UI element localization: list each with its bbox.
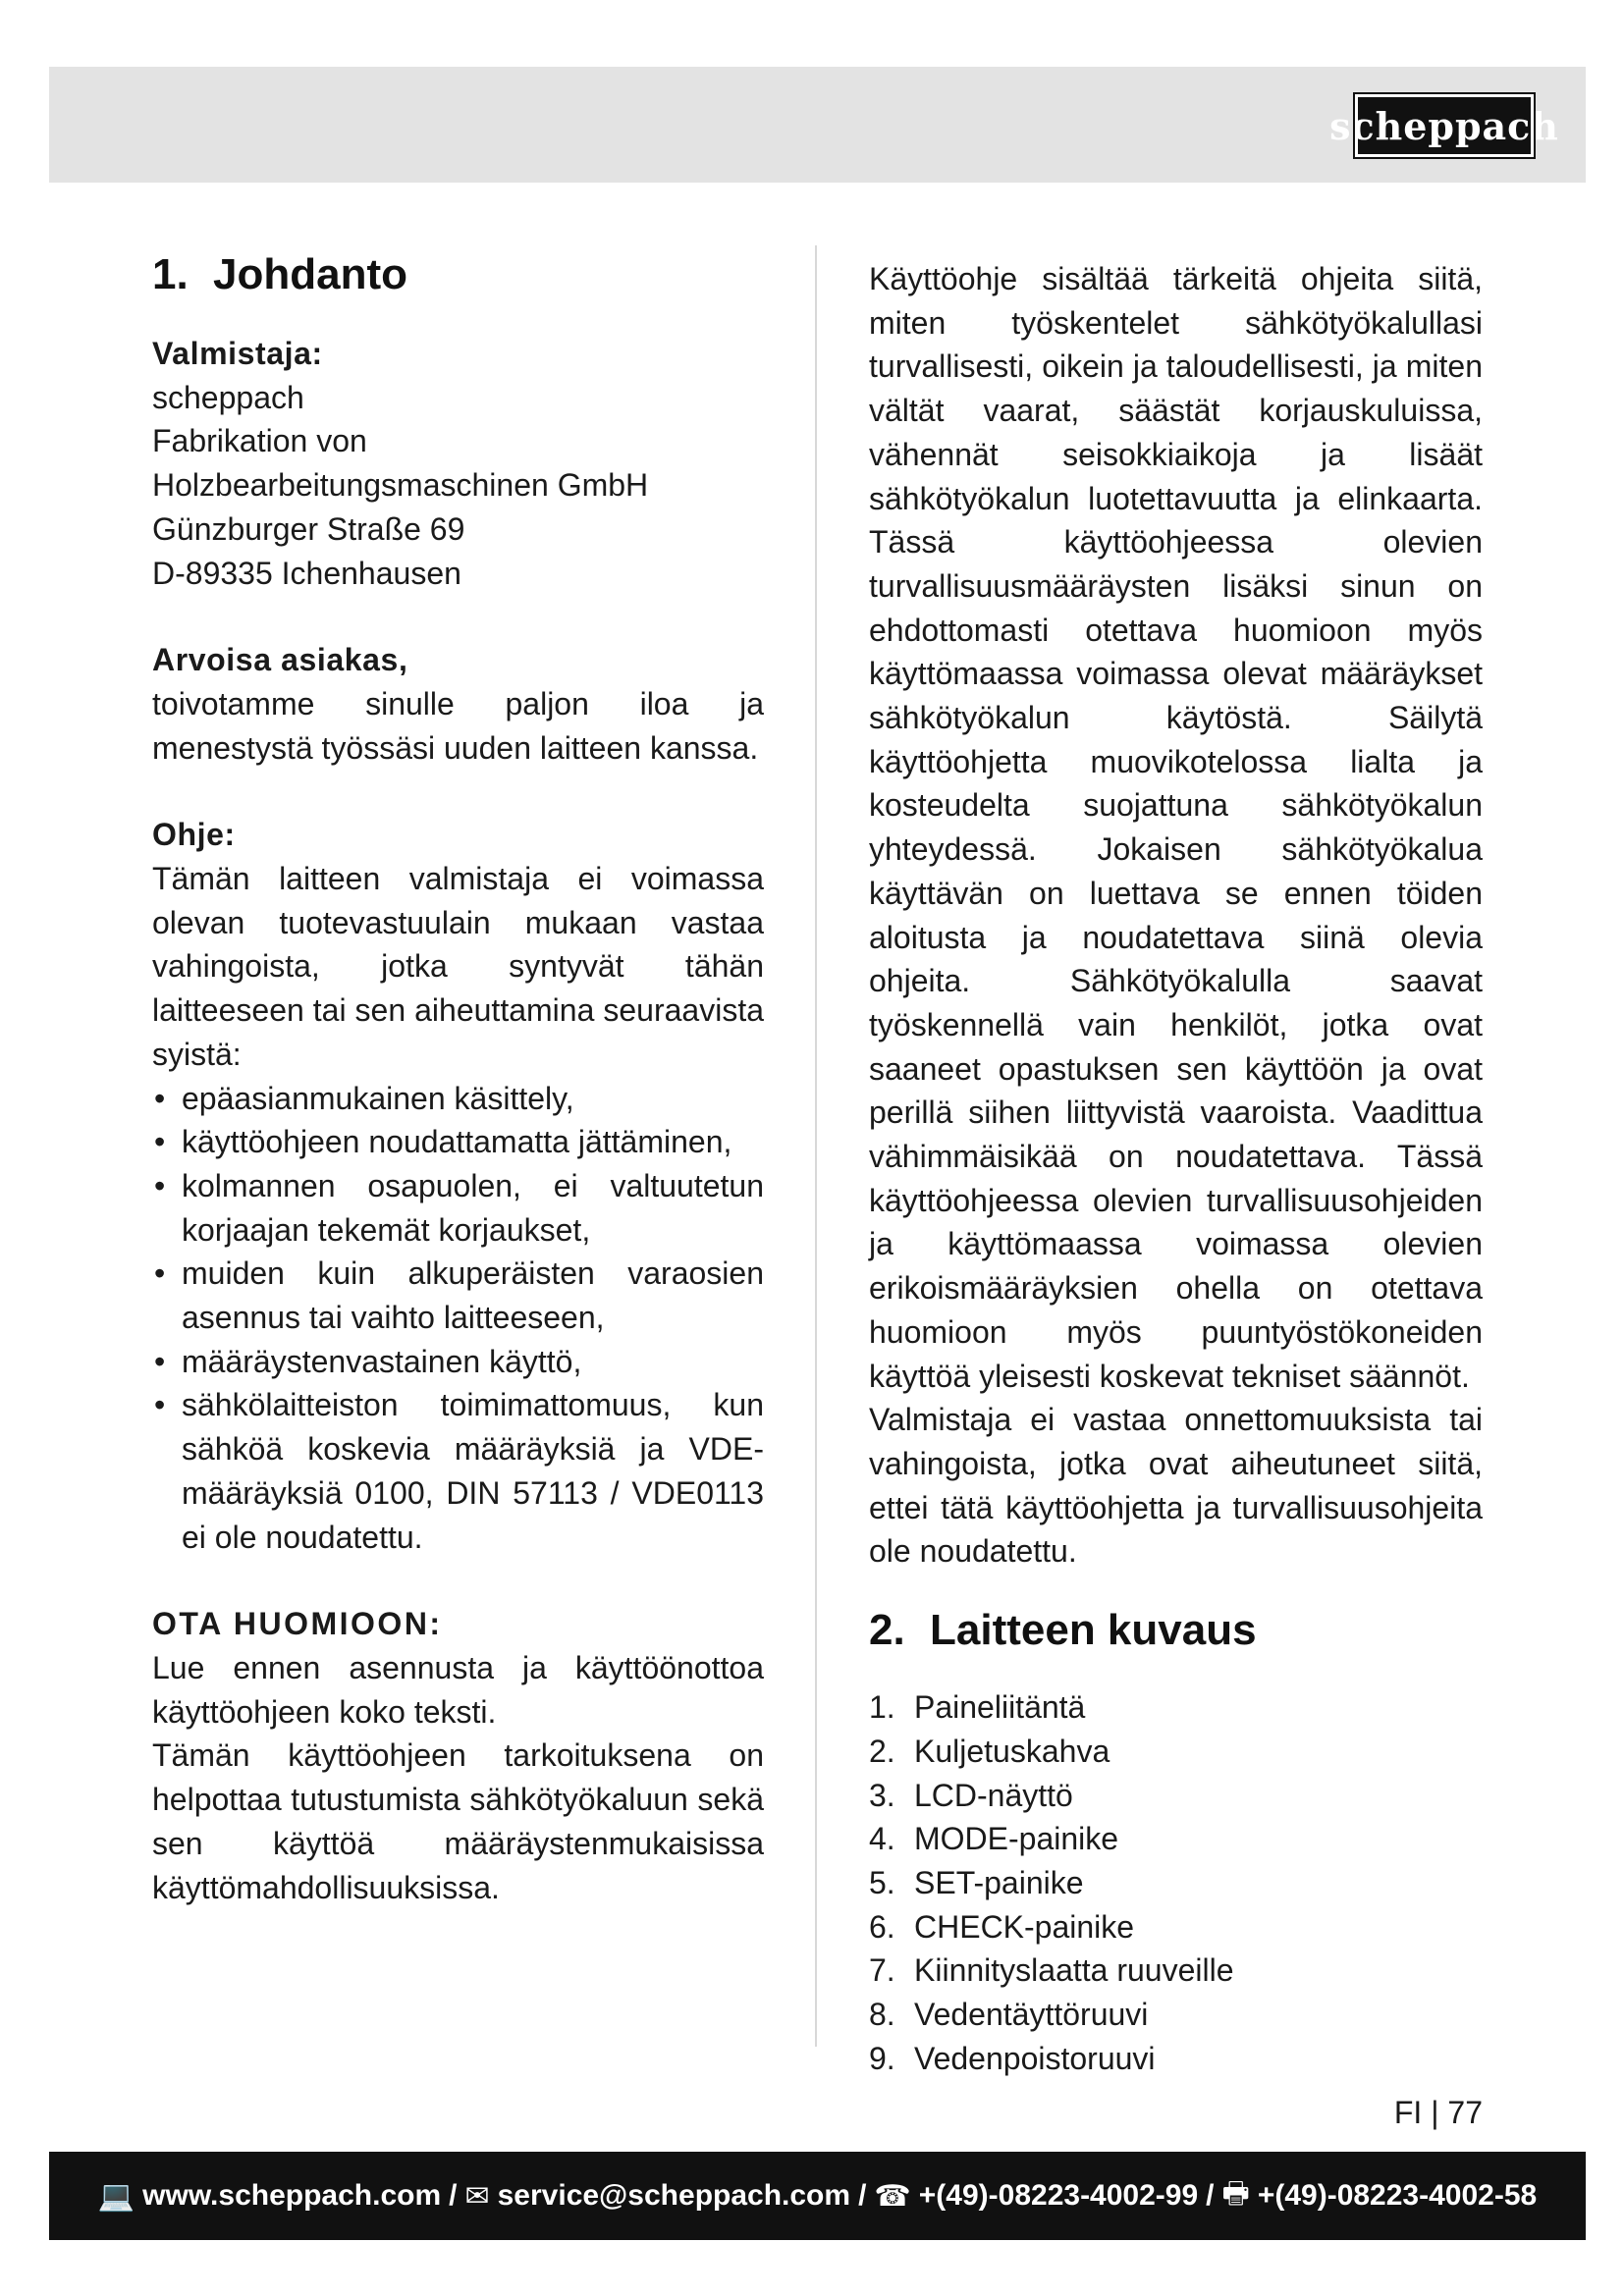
list-item: • muiden kuin alkuperäisten varaosien asennus tai vaihto laitteeseen,: [152, 1252, 764, 1339]
note-bullet-list: [152, 1077, 764, 1560]
attention-block: [152, 1602, 764, 1909]
telephone-icon: ☎: [874, 2179, 911, 2213]
part-number: 8.: [869, 1997, 895, 2033]
list-item: • määräystenvastainen käyttö,: [152, 1340, 764, 1384]
list-item: [869, 1774, 1483, 1818]
manufacturer-line: Günzburger Straße 69: [152, 510, 465, 547]
part-label: LCD-näyttö: [914, 1777, 1073, 1813]
scheppach-logo: scheppach: [1355, 94, 1534, 157]
section-2-number: 2.: [869, 1606, 905, 1655]
part-number: 3.: [869, 1777, 895, 1813]
manufacturer-line: Fabrikation von: [152, 423, 367, 459]
part-number: 7.: [869, 1952, 895, 1989]
list-item: [869, 1905, 1483, 1949]
intro-paragraph: Käyttöohje sisältää tärkeitä ohjeita siitä, miten työskentelet sähkötyökalullasi turvallisesti, oikein ja taloudellisesti, ja miten vältät vaarat, säästät korjauskuluissa, vähennät seisokkiaikoja ja lisäät sähkötyökalun luotettavuutta ja elinkaarta. Tässä käyttöohjeessa olevien turvallisuusmääräysten lisäksi sinun on ehdottomasti otettava huomioon myös käyttömaassa voimassa olevat määräykset sähkötyökalun käytöstä. Säilytä käyttöohjetta muovikotelossa lialta ja kosteudelta suojattuna sähkötyökalun yhteydessä. Jokaisen sähkötyökalua käyttävän on luettava se ennen töiden aloitusta ja noudatettava siinä olevia ohjeita. Sähkötyökalulla saavat työskennellä vain henkilöt, jotka ovat saaneet opastuksen sen käyttöön ja ovat perillä siihen liittyvistä vaaroista. Vaadittua vähimmäisikää on noudatettava. Tässä käyttöohjeessa olevien turvallisuusohjeiden ja käyttömaassa voimassa olevien erikoismääräyksien ohella on otettava huomioon myös puuntyöstökoneiden käyttöä yleisesti koskevat tekniset säännöt.: [869, 261, 1483, 1394]
list-item: [869, 2037, 1483, 2081]
part-label: MODE-painike: [914, 1821, 1119, 1857]
manufacturer-line: Holzbearbeitungsmaschinen GmbH: [152, 467, 649, 504]
footer-separator: /: [1206, 2179, 1215, 2212]
attention-text-2: Tämän käyttöohjeen tarkoituksena on helpottaa tutustumista sähkötyökaluun sekä sen käyttöä määräystenmukaisissa käyttömahdollisuuksissa.: [152, 1737, 764, 1905]
envelope-icon: ✉: [464, 2179, 490, 2213]
part-label: Vedenpoistoruuvi: [914, 2040, 1156, 2076]
computer-icon: 💻: [97, 2179, 135, 2213]
fax-icon: 🖶: [1221, 2176, 1250, 2210]
part-label: Kuljetuskahva: [914, 1733, 1110, 1769]
note-heading: Ohje:: [152, 817, 236, 853]
attention-heading: OTA HUOMIOON:: [152, 1606, 443, 1642]
left-column: [152, 245, 764, 1909]
section-1-title: Johdanto: [213, 250, 407, 298]
fax-number: +(49)-08223-4002-58: [1257, 2179, 1538, 2212]
part-label: Vedentäyttöruuvi: [914, 1997, 1149, 2033]
list-item: [869, 1993, 1483, 2037]
list-item: • epäasianmukainen käsittely,: [152, 1077, 764, 1121]
website-link[interactable]: www.scheppach.com: [142, 2179, 442, 2212]
greeting-block: [152, 638, 764, 770]
list-item: • käyttöohjeen noudattamatta jättäminen,: [152, 1120, 764, 1164]
note-block: [152, 813, 764, 1559]
footer-contact-bar: [49, 2152, 1586, 2240]
parts-list: [869, 1685, 1483, 2080]
part-number: 4.: [869, 1821, 895, 1857]
list-item: [869, 1685, 1483, 1730]
part-number: 1.: [869, 1689, 895, 1726]
manufacturer-heading: Valmistaja:: [152, 336, 323, 371]
page-number: [1394, 2091, 1483, 2134]
manufacturer-block: [152, 332, 764, 595]
email-link[interactable]: service@scheppach.com: [497, 2179, 851, 2212]
right-column: [869, 245, 1483, 2080]
part-label: Paineliitäntä: [914, 1689, 1086, 1726]
footer-separator: /: [449, 2179, 458, 2212]
list-item: [869, 1861, 1483, 1905]
footer-separator: /: [858, 2179, 867, 2212]
greeting-text: toivotamme sinulle paljon iloa ja menestystä työssäsi uuden laitteen kanssa.: [152, 685, 764, 766]
manufacturer-line: D-89335 Ichenhausen: [152, 555, 461, 591]
part-number: 9.: [869, 2040, 895, 2076]
page-separator: |: [1431, 2095, 1439, 2130]
column-divider: [815, 245, 817, 2047]
note-intro: Tämän laitteen valmistaja ei voimassa olevan tuotevastuulain mukaan vastaa vahingoista, jotka syntyvät tähän laitteeseen tai sen aiheuttamina seuraavista syistä:: [152, 861, 764, 1072]
part-label: SET-painike: [914, 1864, 1084, 1900]
section-1-number: 1.: [152, 250, 189, 298]
manufacturer-line: scheppach: [152, 379, 304, 415]
phone-number[interactable]: +(49)-08223-4002-99: [918, 2179, 1199, 2212]
attention-text-1: Lue ennen asennusta ja käyttöönottoa käyttöohjeen koko teksti.: [152, 1649, 764, 1730]
section-2-title: Laitteen kuvaus: [930, 1606, 1257, 1655]
section-1-heading: [152, 247, 764, 302]
part-number: 6.: [869, 1908, 895, 1945]
part-number: 2.: [869, 1733, 895, 1769]
part-label: Kiinnityslaatta ruuveille: [914, 1952, 1234, 1989]
list-item: [869, 1817, 1483, 1861]
greeting-heading: Arvoisa asiakas,: [152, 642, 408, 678]
list-item: [869, 1730, 1483, 1774]
part-label: CHECK-painike: [914, 1908, 1135, 1945]
page-lang: FI: [1393, 2095, 1423, 2130]
page-number-value: 77: [1447, 2095, 1483, 2130]
list-item: [869, 1949, 1483, 1993]
section-2-heading: [869, 1603, 1483, 1658]
list-item: • sähkölaitteiston toimimattomuus, kun sähköä koskevia määräyksiä ja VDE-määräyksiä 0100, DIN 57113 / VDE0113 ei ole noudatettu.: [152, 1383, 764, 1559]
list-item: • kolmannen osapuolen, ei valtuutetun korjaajan tekemät korjaukset,: [152, 1164, 764, 1252]
liability-paragraph: Valmistaja ei vastaa onnettomuuksista tai vahingoista, jotka ovat aiheutuneet siitä, ettei tätä käyttöohjetta ja turvallisuusohjeita ole noudatettu.: [869, 1402, 1483, 1570]
part-number: 5.: [869, 1864, 895, 1900]
